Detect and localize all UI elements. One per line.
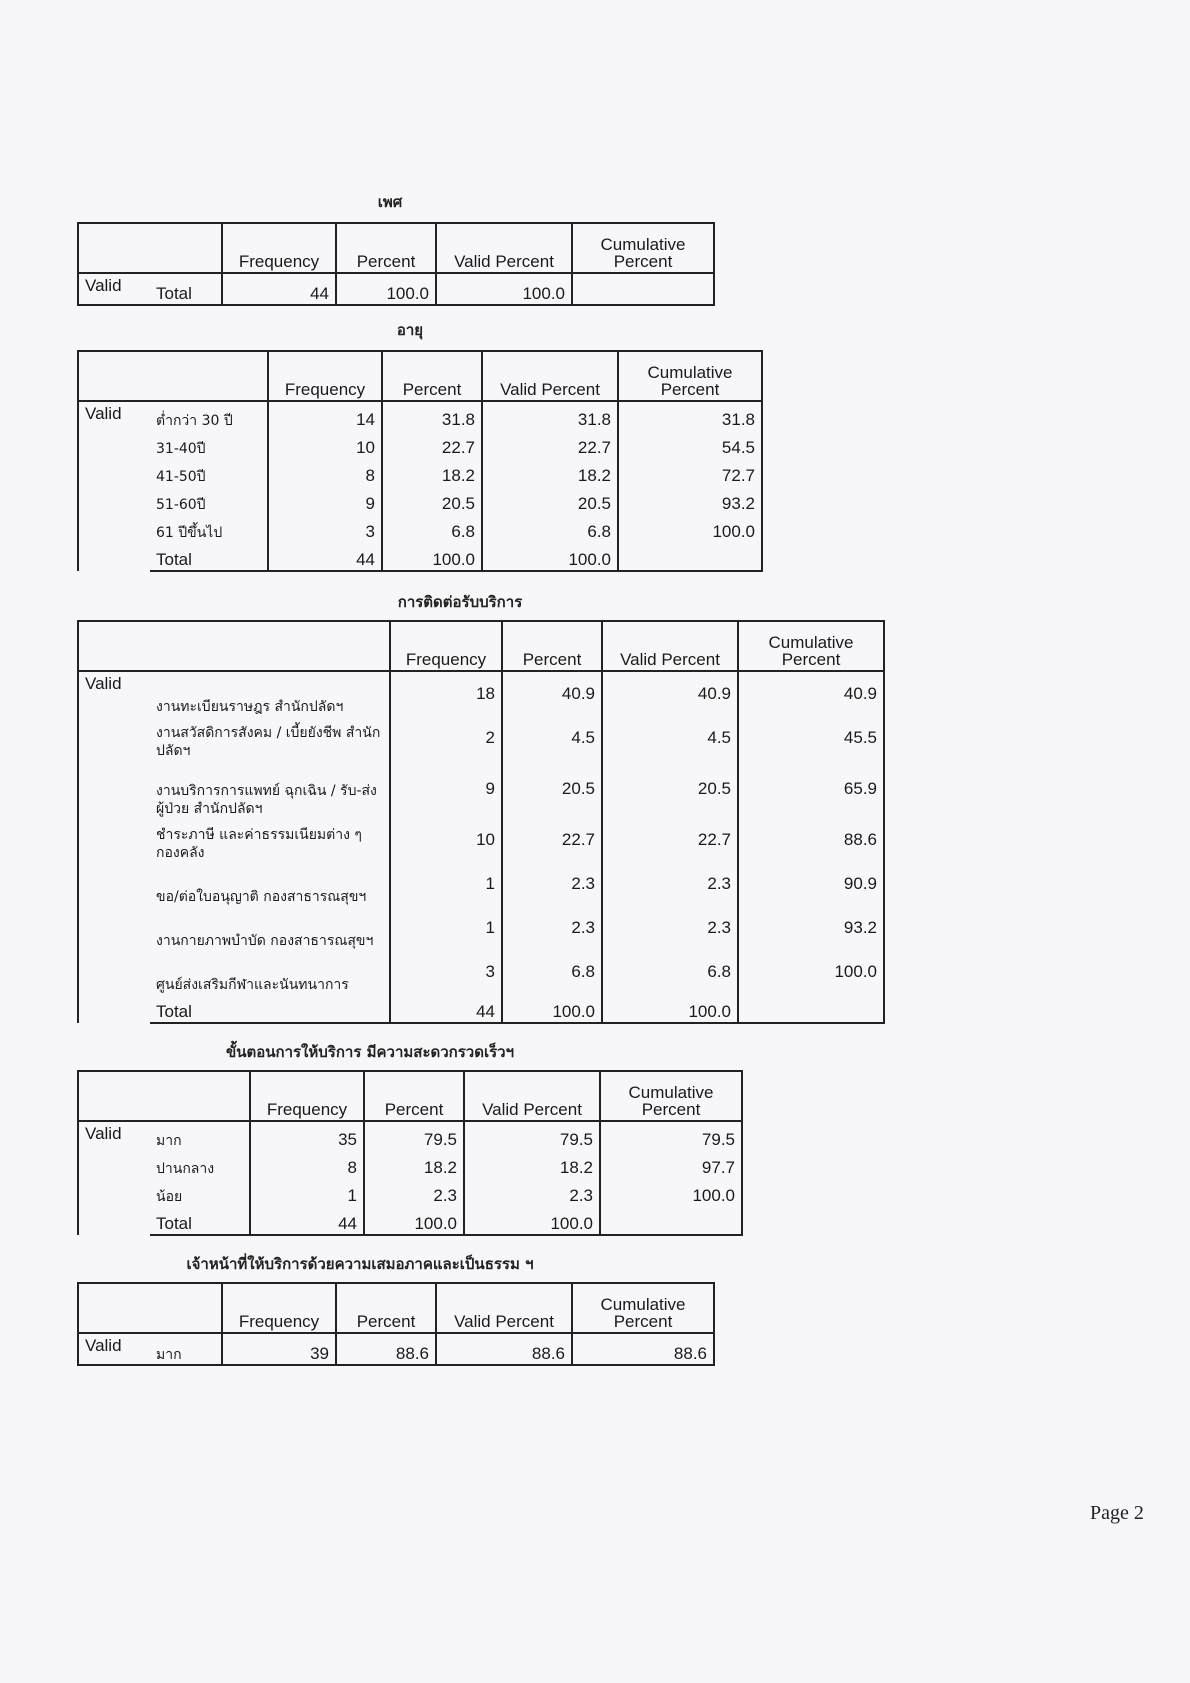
- table-row: [78, 514, 762, 542]
- percent-cell: 20.5: [382, 486, 482, 514]
- header-cumulative-percent: Cumulative Percent: [738, 621, 884, 671]
- table-row: [78, 1121, 742, 1150]
- age-frequency-table: [77, 350, 763, 572]
- header-frequency: Frequency: [390, 621, 502, 671]
- header-percent: Percent: [364, 1071, 464, 1121]
- valid-percent-cell: 18.2: [464, 1150, 600, 1178]
- table-title-service-contact: การติดต่อรับบริการ: [397, 593, 523, 611]
- table-title-gender: เพศ: [377, 193, 403, 211]
- frequency-cell: 3: [268, 514, 382, 542]
- valid-percent-cell: 31.8: [482, 401, 618, 430]
- table-row: [78, 950, 884, 994]
- header-percent: Percent: [336, 1283, 436, 1333]
- frequency-cell: 3: [390, 950, 502, 994]
- percent-cell: 100.0: [502, 994, 602, 1023]
- table-row: [78, 1206, 742, 1235]
- frequency-cell: 10: [390, 818, 502, 862]
- frequency-cell: 8: [250, 1150, 364, 1178]
- frequency-cell: 14: [268, 401, 382, 430]
- percent-cell: 6.8: [382, 514, 482, 542]
- frequency-cell: 1: [390, 862, 502, 906]
- row-label: มาก: [150, 1121, 250, 1150]
- cumulative-cell: 90.9: [738, 862, 884, 906]
- header-frequency: Frequency: [222, 1283, 336, 1333]
- percent-cell: 100.0: [364, 1206, 464, 1235]
- percent-cell: 88.6: [336, 1333, 436, 1365]
- frequency-cell: 44: [222, 273, 336, 305]
- cumulative-cell: 45.5: [738, 716, 884, 760]
- valid-percent-cell: 6.8: [482, 514, 618, 542]
- valid-percent-cell: 20.5: [602, 760, 738, 818]
- row-label: 51-60ปี: [150, 486, 268, 514]
- header-percent: Percent: [382, 351, 482, 401]
- service-contact-frequency-table: [77, 620, 885, 1024]
- frequency-cell: 9: [390, 760, 502, 818]
- valid-percent-cell: 22.7: [482, 430, 618, 458]
- percent-cell: 22.7: [502, 818, 602, 862]
- header-frequency: Frequency: [250, 1071, 364, 1121]
- row-label: ต่ำกว่า 30 ปี: [150, 401, 268, 430]
- frequency-cell: 2: [390, 716, 502, 760]
- cumulative-cell: [600, 1206, 742, 1235]
- percent-cell: 20.5: [502, 760, 602, 818]
- row-label: ปานกลาง: [150, 1150, 250, 1178]
- row-label: งานกายภาพบำบัด กองสาธารณสุขฯ: [150, 906, 390, 950]
- staff-fairness-frequency-table: [77, 1282, 715, 1366]
- cumulative-cell: [572, 273, 714, 305]
- frequency-cell: 1: [250, 1178, 364, 1206]
- valid-percent-cell: 22.7: [602, 818, 738, 862]
- header-cumulative-percent: Cumulative Percent: [572, 223, 714, 273]
- valid-percent-cell: 18.2: [482, 458, 618, 486]
- frequency-cell: 44: [268, 542, 382, 571]
- cumulative-cell: 72.7: [618, 458, 762, 486]
- percent-cell: 2.3: [364, 1178, 464, 1206]
- valid-percent-cell: 6.8: [602, 950, 738, 994]
- cumulative-cell: 88.6: [738, 818, 884, 862]
- cumulative-cell: 100.0: [618, 514, 762, 542]
- cumulative-cell: 54.5: [618, 430, 762, 458]
- table-row: [78, 818, 884, 862]
- table-row: [78, 994, 884, 1023]
- header-cumulative-percent: Cumulative Percent: [600, 1071, 742, 1121]
- valid-percent-cell: 100.0: [602, 994, 738, 1023]
- percent-cell: 22.7: [382, 430, 482, 458]
- row-label: งานทะเบียนราษฎร สำนักปลัดฯ: [150, 671, 390, 716]
- percent-cell: 31.8: [382, 401, 482, 430]
- valid-percent-cell: 2.3: [602, 906, 738, 950]
- valid-percent-cell: 4.5: [602, 716, 738, 760]
- percent-cell: 100.0: [382, 542, 482, 571]
- service-process-frequency-table: [77, 1070, 743, 1236]
- table-row: [78, 671, 884, 716]
- cumulative-cell: [738, 994, 884, 1023]
- cumulative-cell: 65.9: [738, 760, 884, 818]
- header-cumulative-percent: Cumulative Percent: [572, 1283, 714, 1333]
- table-row: [78, 760, 884, 818]
- row-label: 31-40ปี: [150, 430, 268, 458]
- row-label: Total: [150, 1206, 250, 1235]
- table-row: [78, 1150, 742, 1178]
- valid-percent-cell: 100.0: [464, 1206, 600, 1235]
- row-label: Total: [150, 273, 222, 305]
- percent-cell: 2.3: [502, 906, 602, 950]
- cumulative-cell: 93.2: [738, 906, 884, 950]
- table-row: [78, 862, 884, 906]
- table-row: [78, 486, 762, 514]
- percent-cell: 79.5: [364, 1121, 464, 1150]
- table-row: [78, 1333, 714, 1365]
- table-row: [78, 1178, 742, 1206]
- table-title-staff-fairness: เจ้าหน้าที่ให้บริการด้วยความเสมอภาคและเป็นธรรม ฯ: [186, 1255, 534, 1273]
- table-title-service-process: ขั้นตอนการให้บริการ มีความสะดวกรวดเร็วฯ: [225, 1043, 514, 1061]
- row-label: Total: [150, 542, 268, 571]
- frequency-cell: 44: [250, 1206, 364, 1235]
- valid-percent-cell: 88.6: [436, 1333, 572, 1365]
- frequency-cell: 44: [390, 994, 502, 1023]
- percent-cell: 18.2: [364, 1150, 464, 1178]
- valid-percent-cell: 2.3: [464, 1178, 600, 1206]
- header-percent: Percent: [336, 223, 436, 273]
- cumulative-cell: 100.0: [738, 950, 884, 994]
- gender-frequency-table: [77, 222, 715, 306]
- frequency-cell: 8: [268, 458, 382, 486]
- frequency-cell: 35: [250, 1121, 364, 1150]
- header-percent: Percent: [502, 621, 602, 671]
- percent-cell: 2.3: [502, 862, 602, 906]
- frequency-cell: 39: [222, 1333, 336, 1365]
- row-label: 61 ปีขึ้นไป: [150, 514, 268, 542]
- percent-cell: 18.2: [382, 458, 482, 486]
- row-label: ขอ/ต่อใบอนุญาติ กองสาธารณสุขฯ: [150, 862, 390, 906]
- table-title-age: อายุ: [396, 321, 424, 339]
- row-label: งานสวัสดิการสังคม / เบี้ยยังชีพ สำนักปลัดฯ: [150, 716, 390, 760]
- valid-percent-cell: 100.0: [482, 542, 618, 571]
- table-row: [78, 401, 762, 430]
- percent-cell: 6.8: [502, 950, 602, 994]
- table-row: [78, 430, 762, 458]
- cumulative-cell: 88.6: [572, 1333, 714, 1365]
- percent-cell: 4.5: [502, 716, 602, 760]
- cumulative-cell: 79.5: [600, 1121, 742, 1150]
- header-valid-percent: Valid Percent: [436, 223, 572, 273]
- header-cumulative-percent: Cumulative Percent: [618, 351, 762, 401]
- cumulative-cell: [618, 542, 762, 571]
- cumulative-cell: 100.0: [600, 1178, 742, 1206]
- valid-percent-cell: 100.0: [436, 273, 572, 305]
- table-row: [78, 458, 762, 486]
- row-label: มาก: [150, 1333, 222, 1365]
- valid-label: Valid: [78, 273, 150, 305]
- header-valid-percent: Valid Percent: [602, 621, 738, 671]
- valid-label: Valid: [78, 1333, 150, 1365]
- row-label: ศูนย์ส่งเสริมกีฬาและนันทนาการ: [150, 950, 390, 994]
- table-row: [78, 273, 714, 305]
- row-label: งานบริการการแพทย์ ฉุกเฉิน / รับ-ส่ง ผู้ป่วย สำนักปลัดฯ: [150, 760, 390, 818]
- valid-label: Valid: [78, 401, 150, 571]
- row-label: 41-50ปี: [150, 458, 268, 486]
- row-label: Total: [150, 994, 390, 1023]
- valid-label: Valid: [78, 671, 150, 1023]
- row-label: ชำระภาษี และค่าธรรมเนียมต่าง ๆ กองคลัง: [150, 818, 390, 862]
- cumulative-cell: 93.2: [618, 486, 762, 514]
- table-row: [78, 906, 884, 950]
- valid-percent-cell: 40.9: [602, 671, 738, 716]
- frequency-cell: 1: [390, 906, 502, 950]
- percent-cell: 40.9: [502, 671, 602, 716]
- header-frequency: Frequency: [268, 351, 382, 401]
- frequency-cell: 9: [268, 486, 382, 514]
- table-row: [78, 542, 762, 571]
- cumulative-cell: 40.9: [738, 671, 884, 716]
- header-frequency: Frequency: [222, 223, 336, 273]
- frequency-cell: 10: [268, 430, 382, 458]
- header-valid-percent: Valid Percent: [464, 1071, 600, 1121]
- valid-label: Valid: [78, 1121, 150, 1235]
- table-row: [78, 716, 884, 760]
- row-label: น้อย: [150, 1178, 250, 1206]
- valid-percent-cell: 20.5: [482, 486, 618, 514]
- cumulative-cell: 31.8: [618, 401, 762, 430]
- percent-cell: 100.0: [336, 273, 436, 305]
- header-valid-percent: Valid Percent: [436, 1283, 572, 1333]
- valid-percent-cell: 2.3: [602, 862, 738, 906]
- valid-percent-cell: 79.5: [464, 1121, 600, 1150]
- page-number: Page 2: [1090, 1502, 1144, 1524]
- header-valid-percent: Valid Percent: [482, 351, 618, 401]
- frequency-cell: 18: [390, 671, 502, 716]
- cumulative-cell: 97.7: [600, 1150, 742, 1178]
